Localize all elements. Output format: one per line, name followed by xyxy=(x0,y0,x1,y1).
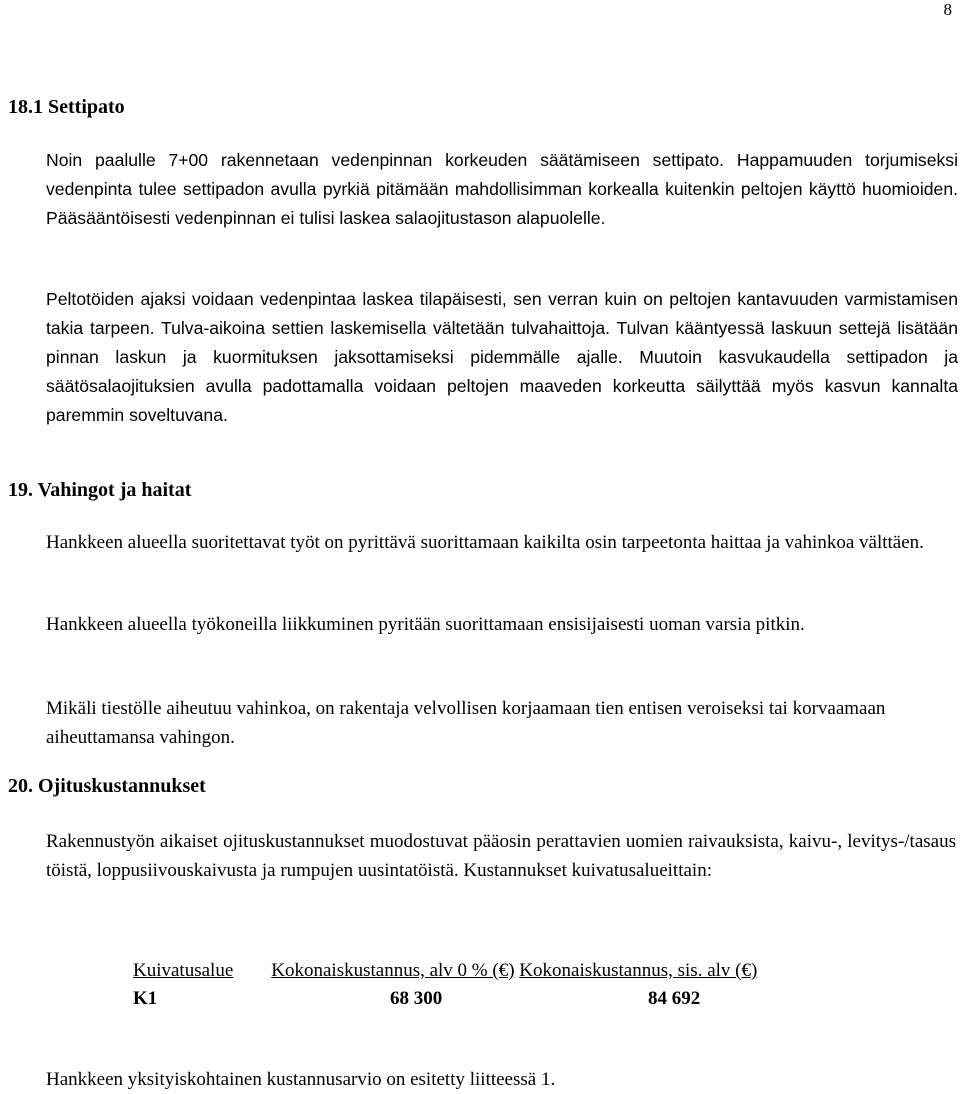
settipato-paragraph-1: Noin paalulle 7+00 rakennetaan vedenpinnan korkeuden säätämiseen settipato. Happamuuden torjumiseksi vedenpinta tulee settipadon avulla pyrkiä pitämään mahdollisimman korkealla kuitenkin peltojen käyttö huomioiden. Pääsääntöisesti vedenpinnan ei tulisi laskea salaojitustason alapuolelle. xyxy=(46,150,958,228)
section-heading-settipato: 18.1 Settipato xyxy=(8,96,125,118)
page-number: 8 xyxy=(943,0,952,19)
vahingot-paragraph-2: Hankkeen alueella työkoneilla liikkuminen pyritään suorittamaan ensisijaisesti uoman varsia pitkin. xyxy=(46,614,805,635)
cost-table-header-row xyxy=(133,958,757,984)
ojitus-paragraph-1: Rakennustyön aikaiset ojituskustannukset muodostuvat pääosin perattavien uomien raivauksista, kaivu-, levitys-/tasaus töistä, loppusiivouskaivusta ja rumpujen uusintatöistä. Kustannukset kuivatusalueittain: xyxy=(46,831,956,881)
settipato-paragraph-2: Peltotöiden ajaksi voidaan vedenpintaa laskea tilapäisesti, sen verran kuin on peltojen kantavuuden varmistamisen takia tarpeen. Tulva-aikoina settien laskemisella vältetään tulvahaittoja. Tulvan kääntyessä laskuun settejä lisätään pinnan laskun ja kuormituksen jaksottamiseksi pidemmälle ajalle. Muutoin kasvukaudella settipadon ja säätösalaojituksien avulla padottamalla voidaan peltojen maaveden korkeutta säilyttää myös kasvun kannalta paremmin soveltuvana. xyxy=(46,289,958,425)
header-cost-incl-vat: Kokonaiskustannus, sis. alv (€) xyxy=(519,960,758,981)
header-cost-excl-vat: Kokonaiskustannus, alv 0 % (€) xyxy=(271,960,515,981)
section-heading-vahingot: 19. Vahingot ja haitat xyxy=(8,479,192,501)
cell-cost-incl-vat: 84 692 xyxy=(648,988,701,1009)
cell-area: K1 xyxy=(133,988,158,1009)
vahingot-paragraph-1: Hankkeen alueella suoritettavat työt on pyrittävä suorittamaan kaikilta osin tarpeetonta haittaa ja vahinkoa välttäen. xyxy=(46,532,924,553)
vahingot-paragraph-3: Mikäli tiestölle aiheutuu vahinkoa, on rakentaja velvollisen korjaamaan tien entisen veroiseksi tai korvaamaan aiheuttamansa vahingon. xyxy=(46,698,886,748)
table-row xyxy=(133,984,757,1014)
cell-cost-excl-vat: 68 300 xyxy=(390,988,443,1009)
header-kuivatusalue: Kuivatusalue xyxy=(133,960,234,981)
cost-table xyxy=(133,958,757,1014)
cost-estimate-note: Hankkeen yksityiskohtainen kustannusarvio on esitetty liitteessä 1. xyxy=(46,1069,556,1090)
section-heading-ojituskustannukset: 20. Ojituskustannukset xyxy=(8,775,206,797)
